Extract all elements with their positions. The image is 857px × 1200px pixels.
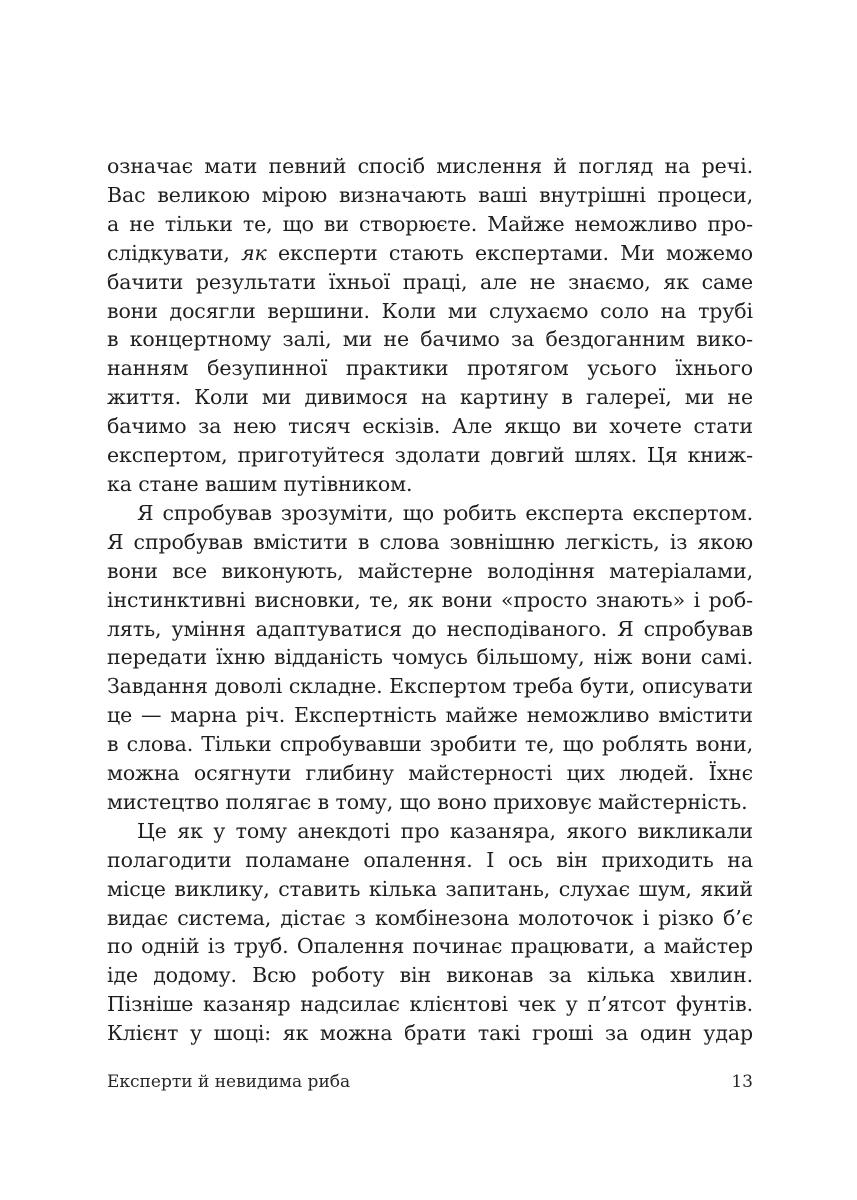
text-line: бачимо за нею тисяч ескізів. Але якщо ви хочете стати <box>107 414 753 439</box>
text-line: передати їхню відданість чомусь більшому, ніж вони самі. <box>107 645 753 670</box>
text-line: життя. Коли ми дивимося на картину в галереї, ми не <box>107 385 753 410</box>
page-footer <box>107 1071 753 1093</box>
text-line: в концертному залі, ми не бачимо за бездоганним вико- <box>107 327 753 352</box>
text-line: іде додому. Всю роботу він виконав за кілька хвилин. <box>107 963 753 988</box>
text-line: Клієнт у шоці: як можна брати такі гроші за один удар <box>107 1021 753 1046</box>
text-line: це — марна річ. Експертність майже неможливо вмістити <box>107 703 753 728</box>
text-line: вони все виконують, майстерне володіння матеріалами, <box>107 558 753 583</box>
text-line: лять, уміння адаптуватися до несподіваного. Я спробував <box>107 616 753 641</box>
text-line: нанням безупинної практики протягом усього їхнього <box>107 356 753 381</box>
text-line: можна осягнути глибину майстерності цих людей. Їхнє <box>107 761 753 786</box>
text-line: а не тільки те, що ви створюєте. Майже неможливо про- <box>107 211 753 236</box>
text-line: Я спробував зрозуміти, що робить експерта експертом. <box>137 500 753 525</box>
page-body <box>107 152 753 1048</box>
text-line: інстинктивні висновки, те, як вони «просто знають» і роб- <box>107 587 753 612</box>
paragraph <box>107 817 753 1048</box>
paragraph <box>107 152 753 499</box>
text-segment: експерти стають експертами. Ми можемо <box>266 240 753 265</box>
text-line: експертом, приготуйтеся здолати довгий шлях. Ця книж- <box>107 443 753 468</box>
text-line: видає система, дістає з комбінезона молоточок і різко б’є <box>107 905 753 930</box>
text-line: ка стане вашим путівником. <box>107 471 413 496</box>
text-line: означає мати певний спосіб мислення й погляд на речі. <box>107 154 753 178</box>
text-line: Я спробував вмістити в слова зовнішню легкість, із якою <box>107 529 753 554</box>
text-line: місце виклику, ставить кілька запитань, слухає шум, який <box>107 876 753 901</box>
text-line: мистецтво полягає в тому, що воно приховує майстерність. <box>107 789 748 814</box>
page-number: 13 <box>731 1072 753 1092</box>
text-line: Це як у тому анекдоті про казаняра, якого викликали <box>137 818 753 843</box>
text-segment: слідкувати, <box>107 240 242 265</box>
text-line: полагодити поламане опалення. І ось він приходить на <box>107 847 753 872</box>
text-line: вони досягли вершини. Коли ми слухаємо соло на трубі <box>107 298 753 323</box>
text-line: Завдання доволі складне. Експертом треба бути, описувати <box>107 674 753 699</box>
text-line: в слова. Тільки спробувавши зробити те, що роблять вони, <box>107 732 753 757</box>
text-line: Вас великою мірою визначають ваші внутрішні процеси, <box>107 182 753 207</box>
text-line: по одній із труб. Опалення починає працювати, а майстер <box>107 934 753 959</box>
paragraph <box>107 499 753 817</box>
text-line: Пізніше казаняр надсилає клієнтові чек у п’ятсот фунтів. <box>107 992 753 1017</box>
italic-text: як <box>241 240 267 265</box>
text-line <box>107 239 753 268</box>
text-line: бачити результати їхньої праці, але не знаємо, як саме <box>107 269 753 294</box>
running-title: Експерти й невидима риба <box>107 1072 351 1092</box>
